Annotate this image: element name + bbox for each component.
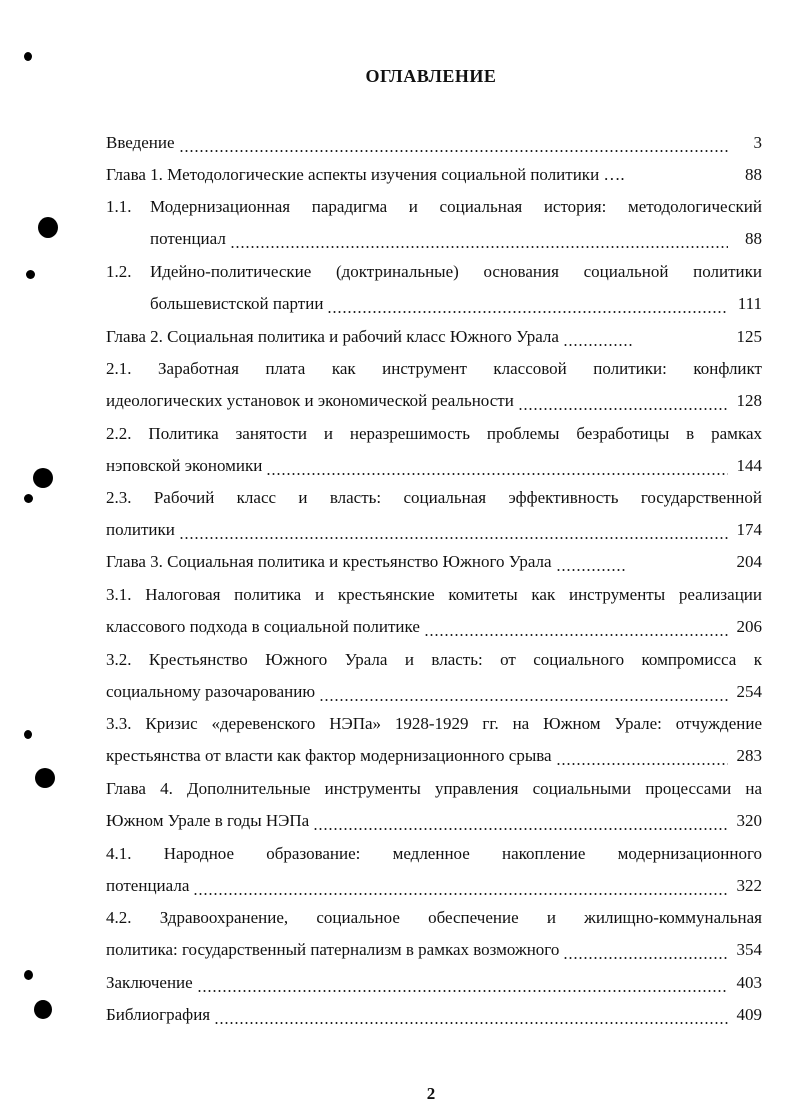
toc-entry-title: Глава 3. Социальная политика и крестьянство Южного Урала (106, 552, 552, 571)
toc-entry-page: 125 (736, 327, 762, 346)
toc-entry-page: 144 (736, 456, 762, 475)
dot-leader (556, 549, 626, 575)
dot-leader (327, 291, 728, 317)
toc-entry-1-1[interactable] (150, 226, 762, 252)
toc-entry-page: 403 (736, 973, 762, 992)
toc-entry-1-1-line1[interactable]: Модернизационная парадигма и социальная история: методологический (150, 197, 762, 216)
toc-entry-page: 322 (736, 876, 762, 895)
dot-leader (556, 743, 728, 769)
toc-entry-page: 174 (736, 520, 762, 539)
toc-entry-4-1[interactable] (106, 873, 762, 899)
toc-entry-1-2-line1[interactable]: Идейно-политические (доктринальные) основания социальной политики (150, 262, 762, 281)
toc-entry-title: политика: государственный патернализм в рамках возможного (106, 940, 560, 959)
toc-entry-title: потенциала (106, 876, 190, 895)
toc-entry-2-1[interactable] (106, 388, 762, 414)
toc-entry-2-3[interactable] (106, 517, 762, 543)
dot-leader (193, 873, 728, 899)
toc-entry-page: 320 (736, 811, 762, 830)
toc-entry-title: Глава 1. Методологические аспекты изучения социальной политики …. (106, 165, 625, 184)
toc-entry-conclusion[interactable] (106, 970, 762, 996)
dot-leader (230, 226, 728, 252)
toc-entry-4-2-line1[interactable]: 4.2. Здравоохранение, социальное обеспечение и жилищно-коммунальная (106, 908, 762, 927)
toc-entry-title: идеологических установок и экономической реальности (106, 391, 514, 410)
dot-leader (313, 808, 728, 834)
dot-leader (518, 388, 728, 414)
dot-leader (179, 517, 728, 543)
toc-section-number: 1.2. (106, 262, 132, 281)
toc-entry-3-2-line1[interactable]: 3.2. Крестьянство Южного Урала и власть: от социального компромисса к (106, 650, 762, 669)
toc-entry-page: 111 (737, 294, 762, 313)
toc-section-number: 1.1. (106, 197, 132, 216)
toc-entry-2-2[interactable] (106, 453, 762, 479)
dot-leader (214, 1002, 728, 1028)
toc-entry-1-2[interactable] (150, 291, 762, 317)
page-number: 2 (426, 1084, 436, 1103)
page-title: ОГЛАВЛЕНИЕ (365, 66, 497, 86)
toc-entry-title: крестьянства от власти как фактор модернизационного срыва (106, 746, 552, 765)
toc-entry-4-1-line1[interactable]: 4.1. Народное образование: медленное накопление модернизационного (106, 844, 762, 863)
toc-entry-title: Введение (106, 133, 175, 152)
toc-entry-2-1-line1[interactable]: 2.1. Заработная плата как инструмент классовой политики: конфликт (106, 359, 762, 378)
dot-leader (424, 614, 728, 640)
toc-entry-title: классового подхода в социальной политике (106, 617, 420, 636)
toc-entry-2-2-line1[interactable]: 2.2. Политика занятости и неразрешимость проблемы безработицы в рамках (106, 424, 762, 443)
toc-entry-page: 254 (736, 682, 762, 701)
dot-leader (563, 324, 633, 350)
dot-leader (266, 453, 728, 479)
toc-entry-title: социальному разочарованию (106, 682, 316, 701)
toc-entry-page: 354 (736, 940, 762, 959)
toc-entry-chapter-2[interactable] (106, 324, 762, 350)
toc-entry-page: 128 (736, 391, 762, 410)
toc-entry-chapter-1[interactable] (106, 162, 762, 188)
dot-leader (179, 130, 728, 156)
toc-entry-bibliography[interactable] (106, 1002, 762, 1028)
toc-entry-page: 409 (736, 1005, 762, 1024)
toc-entry-title: нэповской экономики (106, 456, 263, 475)
toc-entry-title: большевистской партии (150, 294, 324, 313)
toc-entry-title: Заключение (106, 973, 193, 992)
toc-entry-page: 88 (745, 229, 762, 248)
toc-entry-title: Библиография (106, 1005, 211, 1024)
toc-entry-3-1-line1[interactable]: 3.1. Налоговая политика и крестьянские комитеты как инструменты реализации (106, 585, 762, 604)
toc-entry-chapter-3[interactable] (106, 549, 762, 575)
toc-entry-page: 204 (736, 552, 762, 571)
toc-entry-title: политики (106, 520, 175, 539)
toc-entry-title: потенциал (150, 229, 226, 248)
toc-entry-chapter-4-line1[interactable]: Глава 4. Дополнительные инструменты управления социальными процессами на (106, 779, 762, 798)
toc-entry-title: Южном Урале в годы НЭПа (106, 811, 310, 830)
toc-entry-page: 283 (736, 746, 762, 765)
dot-leader (629, 162, 728, 188)
toc-entry-intro[interactable] (106, 130, 762, 156)
toc-entry-page: 3 (753, 133, 762, 152)
dot-leader (563, 937, 728, 963)
toc-entry-title: Глава 2. Социальная политика и рабочий класс Южного Урала (106, 327, 559, 346)
toc-entry-page: 206 (736, 617, 762, 636)
toc-entry-3-2[interactable] (106, 679, 762, 705)
toc-entry-3-1[interactable] (106, 614, 762, 640)
toc-entry-page: 88 (745, 165, 762, 184)
toc-entry-4-2[interactable] (106, 937, 762, 963)
dot-leader (319, 679, 728, 705)
toc-entry-chapter-4[interactable] (106, 808, 762, 834)
toc-entry-3-3[interactable] (106, 743, 762, 769)
dot-leader (197, 970, 728, 996)
toc-entry-2-3-line1[interactable]: 2.3. Рабочий класс и власть: социальная эффективность государственной (106, 488, 762, 507)
toc-entry-3-3-line1[interactable]: 3.3. Кризис «деревенского НЭПа» 1928-1929 гг. на Южном Урале: отчуждение (106, 714, 762, 733)
